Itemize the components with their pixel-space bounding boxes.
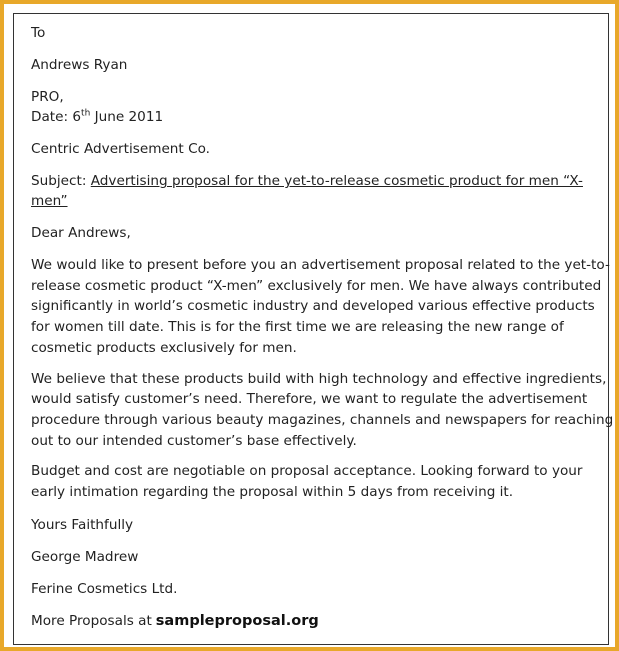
footer-label: More Proposals at xyxy=(31,612,152,629)
salutation: Dear Andrews, xyxy=(31,225,131,241)
recipient-company: Centric Advertisement Co. xyxy=(31,141,210,157)
closing: Yours Faithfully xyxy=(31,516,134,533)
date-line xyxy=(31,107,616,127)
to-line: To xyxy=(31,25,46,41)
subject-text: Advertising proposal for the yet-to-release cosmetic product for men “X-men” xyxy=(31,173,583,209)
recipient-name: Andrews Ryan xyxy=(31,57,128,73)
footer-site-link[interactable]: sampleproposal.org xyxy=(155,612,319,629)
paragraph-3: Budget and cost are negotiable on proposal acceptance. Looking forward to your early intimation regarding the proposal within 5 days from receiving it. xyxy=(31,463,583,501)
date-suffix: June 2011 xyxy=(90,109,164,125)
sender-name: George Madrew xyxy=(31,548,139,565)
paragraph-1: We would like to present before you an advertisement proposal related to the yet-to-release cosmetic product “X-men” exclusively for men. We have always contributed significantly in world’s cosmetic industry and developed various effective products for women till date. This is for the first time we are releasing the new range of cosmetic products exclusively for men. xyxy=(31,257,610,356)
date-superscript: th xyxy=(81,108,91,119)
subject-label: Subject: xyxy=(31,173,87,189)
letter-box xyxy=(13,13,614,645)
paragraph-2: We believe that these products build with high technology and effective ingredients, would satisfy customer’s need. Therefore, we want to regulate the advertisement procedure through various beauty magazines, channels and newspapers for reaching out to our intended customer’s base effectively. xyxy=(31,370,614,449)
sender-company: Ferine Cosmetics Ltd. xyxy=(31,580,178,597)
footer-line xyxy=(31,611,616,631)
date-prefix: Date: 6 xyxy=(31,109,82,125)
recipient-title: PRO, xyxy=(31,89,64,105)
subject-line xyxy=(31,171,616,211)
letter-body xyxy=(31,23,616,631)
